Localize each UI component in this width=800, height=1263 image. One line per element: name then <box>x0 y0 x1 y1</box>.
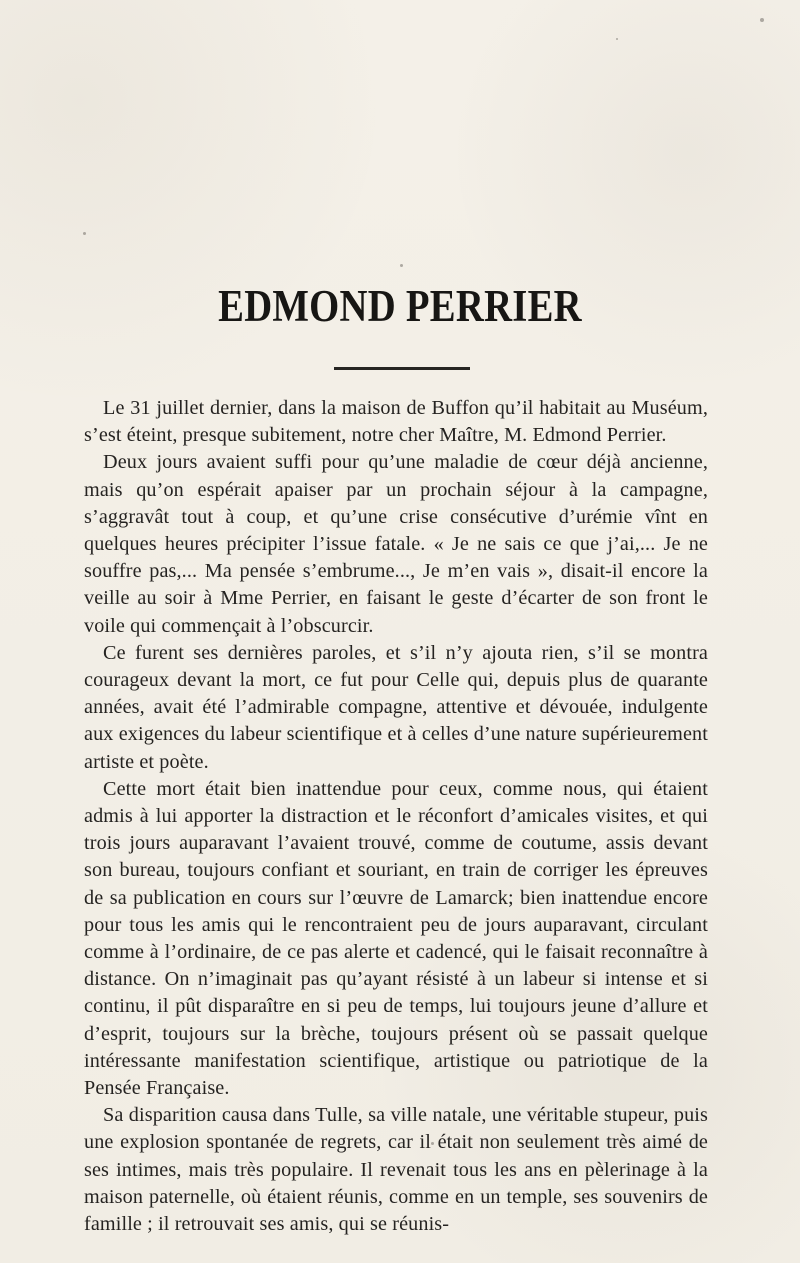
paragraph-1: Le 31 juillet dernier, dans la maison de Buffon qu’il habitait au Muséum, s’est éteint, presque subitement, notre cher Maître, M. Edmond Perrier. <box>84 397 708 447</box>
title-divider <box>334 367 470 370</box>
page-title: EDMOND PERRIER <box>218 281 582 331</box>
paragraph-4: Cette mort était bien inattendue pour ceux, comme nous, qui étaient admis à lui apporter la distraction et le réconfort d’amicales visites, et qui trois jours auparavant l’avaient trouvé, comme de coutume, assis devant son bureau, toujours confiant et souriant, en train de corriger les épreuves de sa publication en cours sur l’œuvre de Lamarck; bien inattendue encore pour tous les amis qui le rencontraient peu de jours auparavant, circulant comme à l’ordinaire, de ce pas alerte et cadencé, qui le faisait reconnaître à distance. On n’imaginait pas qu’ayant résisté à un labeur si intense et si continu, il pût disparaître en si peu de temps, lui toujours jeune d’allure et d’esprit, toujours sur la brèche, toujours présent où se passait quelque intéressante manifestation scientifique, artistique ou patriotique de la Pensée Française. <box>84 777 708 1100</box>
paper-speck <box>616 38 618 40</box>
paper-speck <box>83 232 86 235</box>
paragraph-3: Ce furent ses dernières paroles, et s’il n’y ajouta rien, s’il se montra courageux devant la mort, ce fut pour Celle qui, depuis plus de quarante années, avait été l’admirable compagne, attentive et dévouée, indulgente aux exigences du labeur scientifique et à celles d’une nature supérieurement artiste et poète. <box>84 641 708 773</box>
paragraph-5: Sa disparition causa dans Tulle, sa ville natale, une véritable stupeur, puis une explosion spontanée de regrets, car il était non seulement très aimé de ses intimes, mais très populaire. Il revenait tous les ans en pèlerinage à la maison paternelle, où étaient réunis, comme en un temple, ses souvenirs de famille ; il retrouvait ses amis, qui se réunis- <box>84 1104 708 1236</box>
paper-speck <box>760 18 764 22</box>
paragraph-2: Deux jours avaient suffi pour qu’une maladie de cœur déjà ancienne, mais qu’on espérait apaiser par un prochain séjour à la campagne, s’aggravât tout à coup, et qu’une crise consécutive d’urémie vînt en quelques heures précipiter l’issue fatale. « Je ne sais ce que j’ai,... Je ne souffre pas,... Ma pensée s’embrume..., Je m’en vais », disait-il encore la veille au soir à Mme Perrier, en faisant le geste d’écarter de son front le voile qui commençait à l’obscurcir. <box>84 451 708 637</box>
paper-speck <box>400 264 403 267</box>
article-body <box>84 395 708 1238</box>
